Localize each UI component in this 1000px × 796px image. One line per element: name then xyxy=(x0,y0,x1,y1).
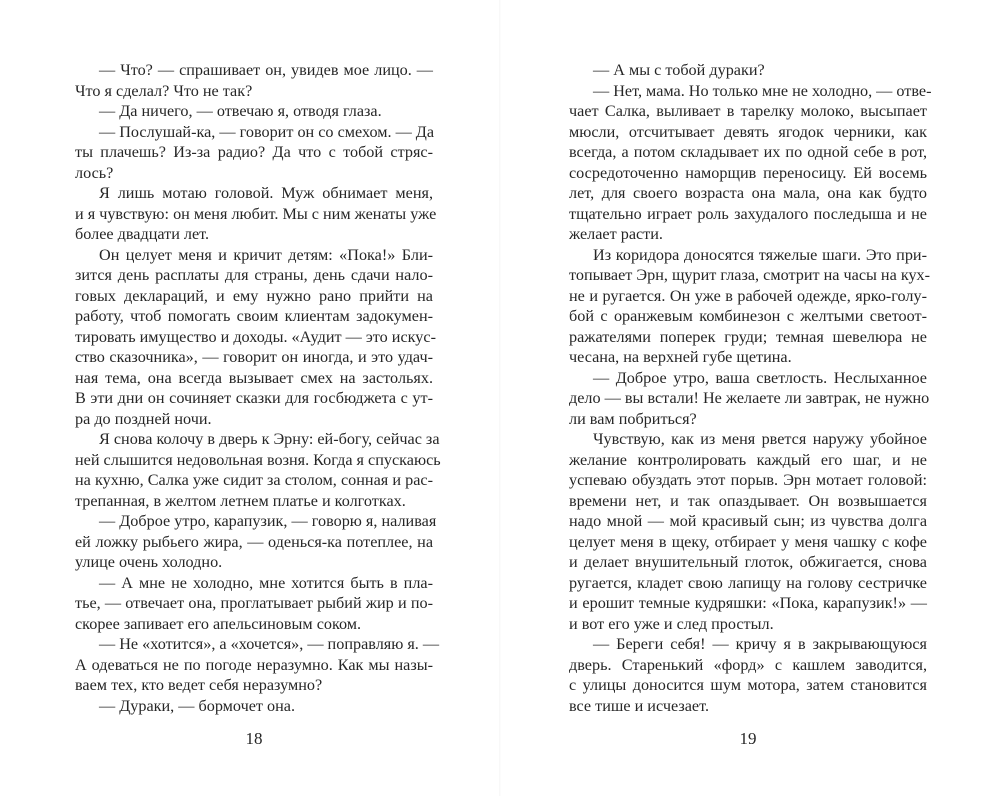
text-line: топывает Эрн, щурит глаза, смотрит на часы на кух- xyxy=(569,266,931,284)
paragraph xyxy=(75,511,437,573)
text-line: Чувствую, как из меня рвется наружу убойное xyxy=(593,430,927,448)
text-line: улице очень холодно. xyxy=(75,553,223,571)
text-line: ражателями поперек груди; темная шевелюра не xyxy=(569,327,927,346)
text-line: всегда, а потом складывает их по одной себе в рот, xyxy=(569,143,927,161)
text-line: — Что? — спрашивает он, увидев мое лицо. — xyxy=(99,61,433,79)
text-line: зится день расплаты для страны, день сдачи нало- xyxy=(75,266,433,284)
paragraph xyxy=(569,634,927,716)
text-line: — Доброе утро, карапузик, — говорю я, наливая xyxy=(99,512,437,530)
page-number-right: 19 xyxy=(739,729,757,748)
paragraph xyxy=(75,101,433,122)
text-line: все тише и исчезает. xyxy=(569,696,710,715)
text-line: бой с оранжевым комбинезон с желтыми светоот- xyxy=(569,307,927,325)
text-line: — Береги себя! — кричу я в закрывающуюся xyxy=(593,635,927,653)
text-line: ство сказочника», — говорит он иногда, и это удач- xyxy=(75,348,433,366)
text-line: — Дураки, — бормочет она. xyxy=(99,696,296,715)
text-line: — Доброе утро, ваша светлость. Неслыханное xyxy=(593,368,927,387)
text-line: сосредоточенно наморщив переносицу. Ей восемь xyxy=(569,163,927,182)
text-line: ли вам побриться? xyxy=(569,409,697,428)
paragraph xyxy=(75,573,433,635)
text-line: чесана, на верхней губе щетина. xyxy=(569,348,792,366)
text-line: желание контролировать каждый его шаг, и не xyxy=(569,450,927,469)
text-line: — Да ничего, — отвечаю я, отводя глаза. xyxy=(99,102,382,120)
text-line: — Не «хотится», а «хочется», — поправляю я. — xyxy=(99,635,440,653)
text-line: более двадцати лет. xyxy=(75,225,210,243)
text-line: трепанная, в желтом летнем платье и колготках. xyxy=(75,491,406,510)
text-line: — Нет, мама. Но только мне не холодно, — отве- xyxy=(593,81,932,100)
text-line: ваем тех, кто ведет себя неразумно? xyxy=(75,676,323,694)
text-line: Он целует меня и кричит детям: «Пока!» Бли- xyxy=(99,245,433,264)
text-line: тщательно играет роль захудалого последыша и не xyxy=(569,204,927,223)
left-page-text xyxy=(75,60,441,716)
text-line: скорее запивает его апельсиновым соком. xyxy=(75,614,362,633)
text-line: тье, — отвечает она, проглатывает рыбий жир и по- xyxy=(75,594,433,612)
book-gutter xyxy=(499,0,501,796)
text-line: Что я сделал? Что не так? xyxy=(75,81,253,100)
paragraph xyxy=(75,429,441,511)
text-line: и делает внушительный глоток, обжигается, снова xyxy=(569,553,927,571)
text-line: Я лишь мотаю головой. Муж обнимает меня, xyxy=(99,184,433,202)
paragraph xyxy=(75,183,437,245)
text-line: с улицы доносится шум мотора, затем становится xyxy=(569,676,927,694)
text-line: А одеваться не по погоде неразумно. Как мы назы- xyxy=(75,655,433,674)
text-line: желает расти. xyxy=(569,225,663,243)
text-line: и я чувствую: он меня любит. Мы с ним женаты уже xyxy=(75,204,437,223)
text-line: не и ругается. Он уже в рабочей одежде, ярко-голу- xyxy=(569,286,927,305)
text-line: и ерошит темные кудряшки: «Пока, карапузик!» — xyxy=(569,594,927,612)
page-number-left: 18 xyxy=(245,729,263,748)
text-line: лет, для своего возраста она мала, она как будто xyxy=(569,184,927,202)
text-line: дело — вы встали! Не желаете ли завтрак, не нужно xyxy=(569,389,930,407)
text-line: ная тема, она всегда вызывает смех на застольях. xyxy=(75,368,433,387)
paragraph xyxy=(75,122,433,184)
text-line: говых деклараций, и ему нужно рано прийти на xyxy=(75,286,433,305)
text-line: работу, чтоб помогать своим клиентам задокумен- xyxy=(75,307,433,325)
paragraph xyxy=(75,60,433,101)
text-line: Из коридора доносятся тяжелые шаги. Это при- xyxy=(593,245,927,264)
text-line: чает Салка, выливает в тарелку молоко, высыпает xyxy=(569,102,927,120)
text-line: тировать имущество и доходы. «Аудит — это искус- xyxy=(75,327,436,346)
text-line: на кухню, Салка уже сидит за столом, сонная и рас- xyxy=(75,471,433,489)
text-line: времени нет, и так опаздывает. Он возвышается xyxy=(569,491,927,510)
paragraph xyxy=(569,429,927,634)
paragraph xyxy=(569,368,930,430)
text-line: В эти дни он сочиняет сказки для госбюджета с ут- xyxy=(75,389,433,407)
right-page-text xyxy=(569,60,932,716)
paragraph xyxy=(75,696,433,717)
text-line: надо мной — мой красивый сын; из чувства долга xyxy=(569,512,927,530)
text-line: ты плачешь? Из-за радио? Да что с тобой стряс- xyxy=(75,143,433,161)
text-line: дверь. Старенький «форд» с кашлем заводится, xyxy=(569,655,927,674)
text-line: — А мы с тобой дураки? xyxy=(593,61,765,79)
text-line: лось? xyxy=(75,163,114,182)
paragraph xyxy=(75,634,440,696)
paragraph xyxy=(75,245,436,430)
text-line: ра до поздней ночи. xyxy=(75,409,212,428)
text-line: ней слышится недовольная возня. Когда я спускаюсь xyxy=(75,450,441,469)
text-line: ей ложку рыбьего жира, — оденься-ка потеплее, на xyxy=(75,532,433,551)
text-line: и вот его уже и след простыл. xyxy=(569,614,774,633)
text-line: Я снова колочу в дверь к Эрну: ей-богу, сейчас за xyxy=(99,430,440,448)
text-line: — А мне не холодно, мне хотится быть в пла- xyxy=(99,573,433,592)
text-line: успеваю обуздать этот порыв. Эрн мотает головой: xyxy=(569,471,927,489)
paragraph xyxy=(569,245,931,368)
text-line: — Послушай-ка, — говорит он со смехом. — Да xyxy=(99,122,435,141)
text-line: ругается, кладет свою лапищу на голову сестричке xyxy=(569,573,927,592)
paragraph xyxy=(569,81,932,245)
paragraph xyxy=(569,60,927,81)
text-line: целует меня в щеку, отбирает у меня чашку с кофе xyxy=(569,532,927,551)
text-line: мюсли, отсчитывает девять ягодок черники, как xyxy=(569,122,927,141)
